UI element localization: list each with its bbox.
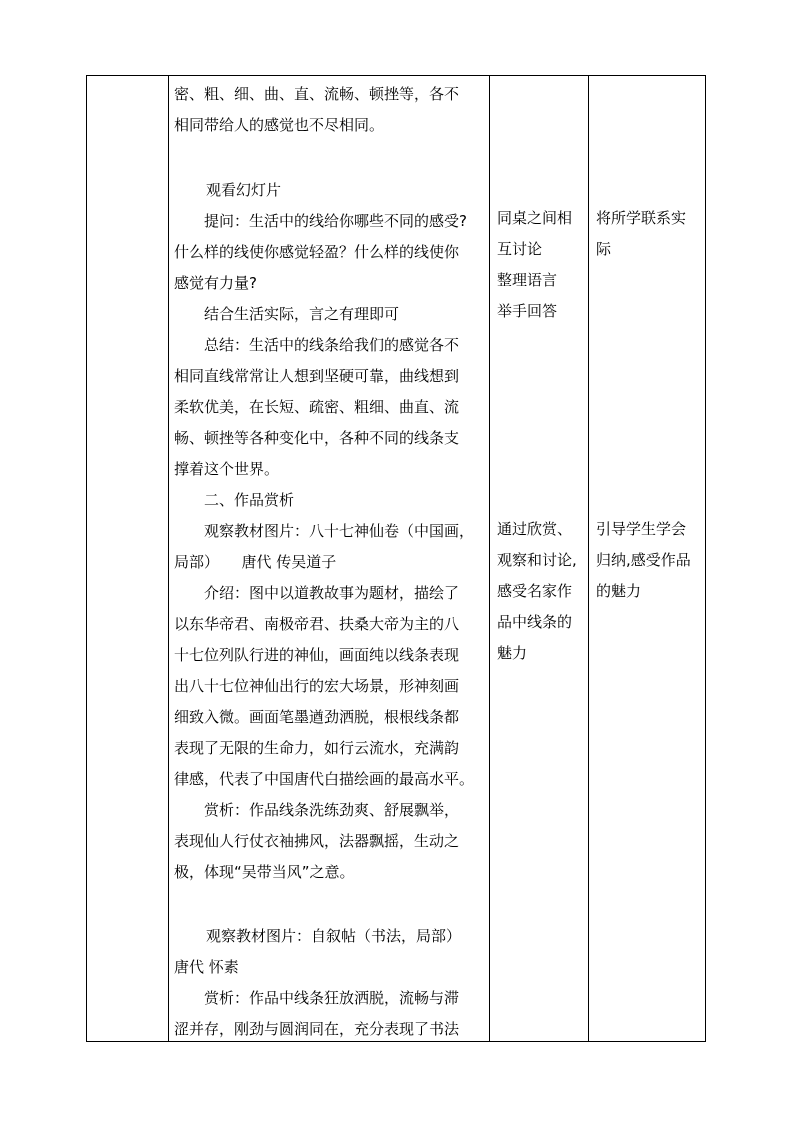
text-line: 同桌之间相 [497, 209, 573, 227]
column-divider [489, 76, 490, 1041]
text-line: 表现了无限的生命力，如行云流水，充满韵 [174, 739, 460, 757]
text-line: 引导学生学会 [596, 520, 687, 538]
design-intent-cell-2 [596, 514, 704, 607]
text-line: 局部） 唐代 传吴道子 [174, 553, 337, 571]
text-line: 撑着这个世界。 [174, 460, 280, 478]
slide-heading: 观看幻灯片 [206, 181, 282, 199]
section-heading: 二、作品赏析 [204, 491, 295, 509]
text-line: 出八十七位神仙出行的宏大场景，形神刻画 [174, 677, 460, 695]
text-line: 结合生活实际，言之有理即可 [204, 305, 400, 323]
text-line: 什么样的线使你感觉轻盈？什么样的线使你 [174, 243, 460, 261]
text-line: 观察和讨论, [497, 551, 577, 569]
text-line: 表现仙人行仗衣袖拂风，法器飘摇，生动之 [174, 832, 460, 850]
text-line: 唐代 怀素 [174, 958, 239, 976]
text-line: 密、粗、细、曲、直、流畅、顿挫等，各不 [174, 85, 460, 103]
text-line: 感觉有力量? [174, 274, 257, 292]
text-line: 归纳,感受作品 [596, 551, 691, 569]
text-line: 十七位列队行进的神仙，画面纯以线条表现 [174, 646, 460, 664]
text-line: 际 [596, 240, 612, 258]
first-column-empty-cell [87, 76, 167, 1041]
column-divider [168, 76, 169, 1041]
text-line: 涩并存，刚劲与圆润同在，充分表现了书法 [174, 1020, 460, 1038]
text-line: 将所学联系实 [596, 209, 687, 227]
text-line: 律感，代表了中国唐代白描绘画的最高水平。 [174, 770, 475, 788]
text-line: 介绍：图中以道教故事为题材，描绘了 [204, 584, 460, 602]
text-line: 观察教材图片：自叙帖（书法，局部） [206, 927, 462, 945]
text-line: 品中线条的 [497, 613, 573, 631]
text-line: 通过欣赏、 [497, 520, 573, 538]
student-activity-cell-1 [497, 203, 587, 327]
text-line: 以东华帝君、南极帝君、扶桑大帝为主的八 [174, 615, 460, 633]
text-line: 畅、顿挫等各种变化中，各种不同的线条支 [174, 429, 460, 447]
text-line: 举手回答 [497, 302, 558, 320]
text-line: 相同带给人的感觉也不尽相同。 [174, 116, 385, 134]
text-line: 魅力 [497, 644, 528, 662]
lesson-plan-table [86, 75, 706, 1042]
student-activity-cell-2 [497, 514, 587, 669]
text-line: 提问：生活中的线给你哪些不同的感受? [204, 212, 467, 230]
text-line: 互讨论 [497, 240, 543, 258]
text-line: 的魅力 [596, 582, 642, 600]
text-line: 赏析：作品中线条狂放洒脱，流畅与滞 [204, 989, 460, 1007]
teaching-content-cell [174, 79, 484, 1045]
text-line: 感受名家作 [497, 582, 573, 600]
text-line: 细致入微。画面笔墨遒劲洒脱，根根线条都 [174, 708, 460, 726]
text-line: 极，体现“吴带当风”之意。 [174, 863, 355, 881]
text-line: 赏析：作品线条洗练劲爽、舒展飘举， [204, 801, 460, 819]
text-line: 观察教材图片：八十七神仙卷（中国画， [204, 522, 475, 540]
text-line: 柔软优美，在长短、疏密、粗细、曲直、流 [174, 398, 460, 416]
text-line: 整理语言 [497, 271, 558, 289]
text-line: 总结：生活中的线条给我们的感觉各不 [204, 336, 460, 354]
design-intent-cell-1 [596, 203, 704, 265]
column-divider [588, 76, 589, 1041]
text-line: 相同直线常常让人想到坚硬可靠，曲线想到 [174, 367, 460, 385]
